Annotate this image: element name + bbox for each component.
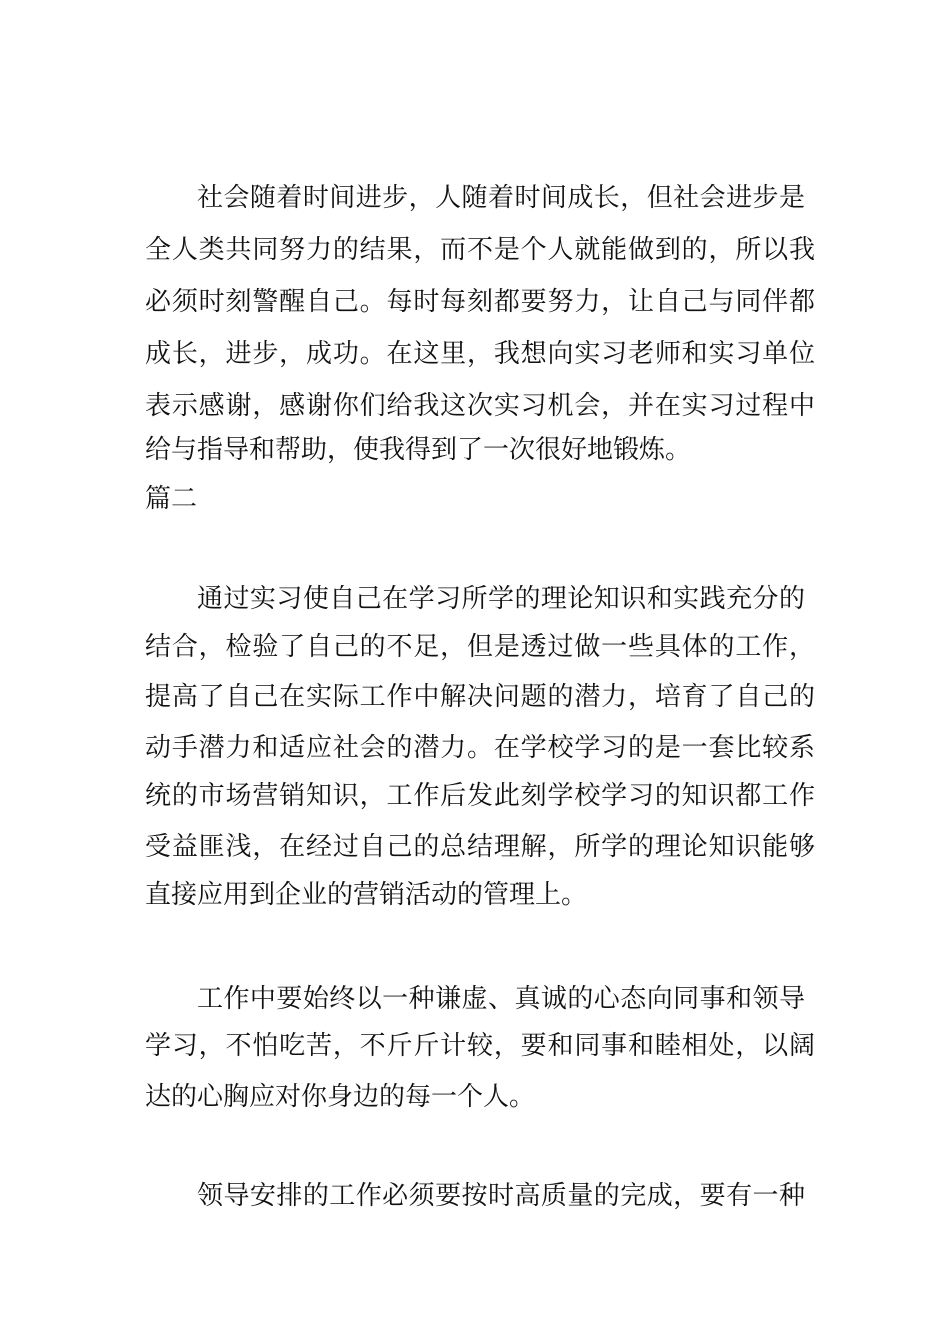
paragraph-1-line-5: 表示感谢，感谢你们给我这次实习机会，并在实习过程中: [145, 391, 815, 421]
paragraph-2-line-2: 结合，检验了自己的不足，但是透过做一些具体的工作，: [145, 632, 815, 662]
paragraph-2-line-4: 动手潜力和适应社会的潜力。在学校学习的是一套比较系: [145, 733, 815, 763]
paragraph-2-line-6: 受益匪浅，在经过自己的总结理解，所学的理论知识能够: [145, 832, 815, 862]
paragraph-1-line-2: 全人类共同努力的结果，而不是个人就能做到的，所以我: [145, 235, 815, 265]
paragraph-2-line-5: 统的市场营销知识，工作后发此刻学校学习的知识都工作: [145, 781, 815, 811]
paragraph-4-line-1: 领导安排的工作必须要按时高质量的完成，要有一种: [197, 1181, 805, 1211]
paragraph-3-line-3: 达的心胸应对你身边的每一个人。: [145, 1082, 536, 1112]
paragraph-1-line-4: 成长，进步，成功。在这里，我想向实习老师和实习单位: [145, 339, 815, 369]
paragraph-3-line-1: 工作中要始终以一种谦虚、真诚的心态向同事和领导: [197, 984, 805, 1014]
paragraph-1-line-6: 给与指导和帮助，使我得到了一次很好地锻炼。: [145, 435, 692, 465]
paragraph-1-line-1: 社会随着时间进步，人随着时间成长，但社会进步是: [197, 183, 805, 213]
paragraph-2-line-7: 直接应用到企业的营销活动的管理上。: [145, 880, 588, 910]
paragraph-3-line-2: 学习，不怕吃苦，不斤斤计较，要和同事和睦相处，以阔: [145, 1031, 815, 1061]
section-heading: 篇二: [145, 484, 198, 514]
paragraph-2-line-1: 通过实习使自己在学习所学的理论知识和实践充分的: [197, 584, 805, 614]
paragraph-1-line-3: 必须时刻警醒自己。每时每刻都要努力，让自己与同伴都: [145, 287, 815, 317]
paragraph-2-line-3: 提高了自己在实际工作中解决问题的潜力，培育了自己的: [145, 682, 815, 712]
